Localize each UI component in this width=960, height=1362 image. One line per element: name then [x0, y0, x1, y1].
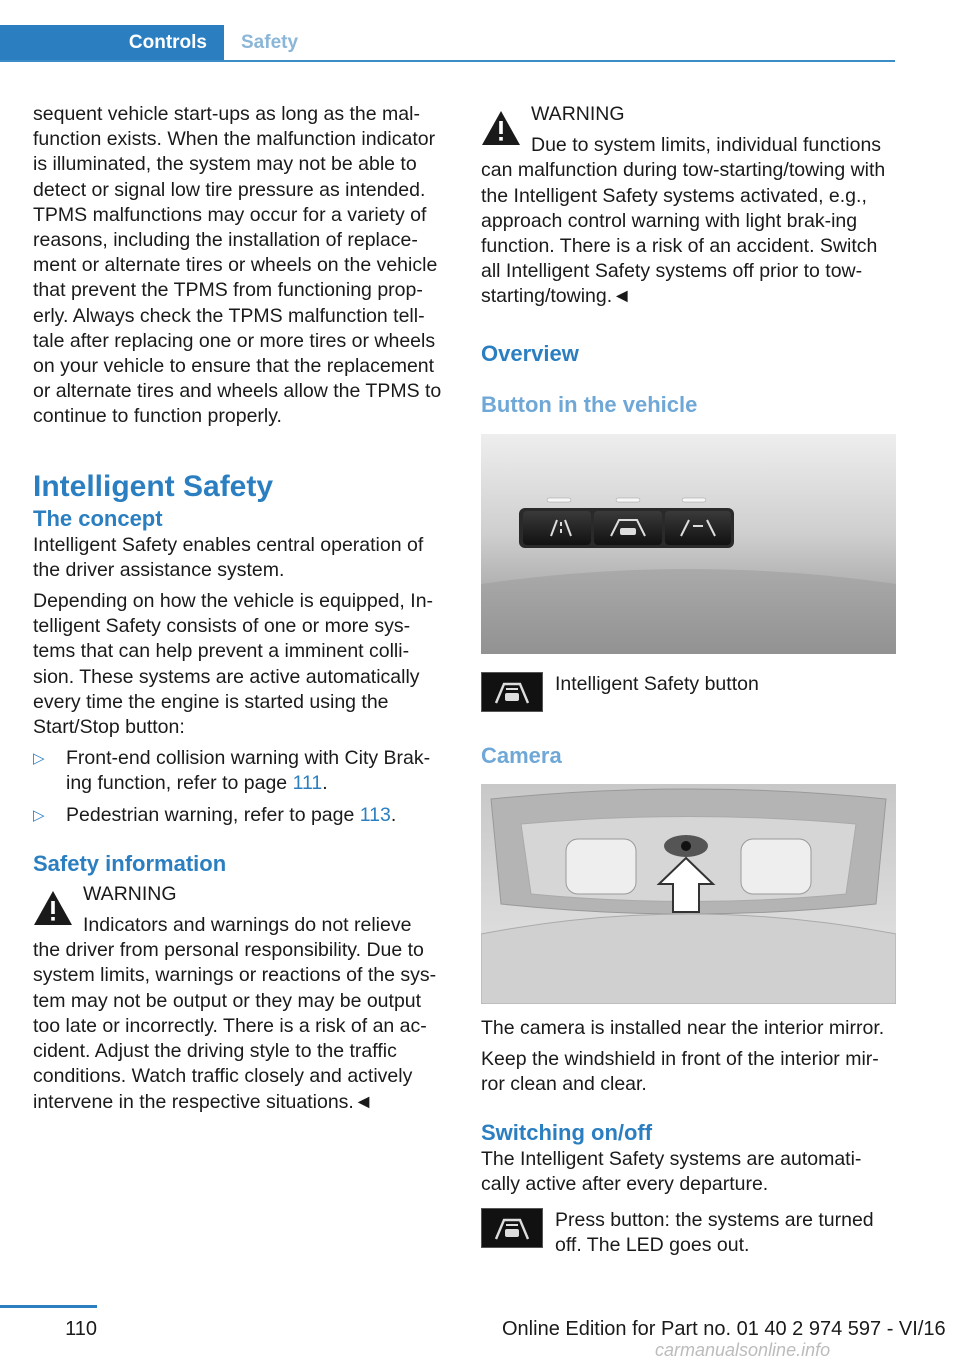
warning-body: can malfunction during tow-starting/towing with the Intelligent Safety systems activated, e.g., approach control warning with light brak-ing function. There is a risk of an accident. Switch all Intelligent Safety systems off prior to tow-starting/towing.◄ — [481, 159, 886, 308]
warning-block — [33, 882, 448, 1115]
camera-paragraph-1: The camera is installed near the interior mirror. — [481, 1016, 885, 1039]
concept-paragraph-1: Intelligent Safety enables central operation of the driver assistance system. — [33, 533, 424, 581]
page-number: 110 — [65, 1318, 97, 1340]
concept-paragraph-2: Depending on how the vehicle is equipped, In-telligent Safety consists of one or more sys-tems that can help prevent a imminent colli-sion. These systems are active automatically every time the engine is started using the Start/Stop button: — [33, 590, 434, 739]
list-item: ▷ Pedestrian warning, refer to page 113. — [33, 803, 448, 828]
warning-triangle-icon — [481, 110, 521, 146]
left-column — [33, 102, 448, 1115]
safety-information-heading: Safety information — [33, 850, 227, 876]
warning-body: the driver from personal responsibility. Due to system limits, warnings or reactions of the sys-tem may not be output or they may be output too late or incorrectly. There is a risk of an ac-cident. Adjust the driving style to the traffic conditions. Watch traffic closely and actively intervene in the respective situations.◄ — [33, 939, 437, 1113]
tab-controls[interactable]: Controls — [0, 25, 224, 61]
warning-block — [481, 102, 896, 310]
concept-heading: The concept — [33, 505, 163, 531]
triangle-bullet-icon: ▷ — [33, 806, 45, 824]
button-caption: Intelligent Safety button — [555, 672, 759, 695]
page-link[interactable]: 113 — [359, 803, 391, 826]
continuation-paragraph: sequent vehicle start-ups as long as the mal-function exists. When the malfunction indicator is illuminated, the system may not be able to detect or signal low tire pressure as intended. TPMS malfunctions may occur for a variety of reasons, including the installation of replace-ment or alternate tires or wheels on the vehicle that prevent the TPMS from functioning prop-erly. Always check the TPMS malfunction tell-tale after replacing one or more tires or wheels on your vehicle to ensure that the replacement or alternate tires and wheels allow the TPMS to continue to function properly. — [33, 103, 442, 428]
list-item: ▷ Front-end collision warning with City Brak-ing function, refer to page 111. — [33, 747, 431, 795]
warning-first-line: Indicators and warnings do not relieve — [83, 914, 412, 937]
warning-title: WARNING — [531, 103, 625, 125]
right-column — [481, 102, 896, 1258]
camera-heading: Camera — [481, 742, 562, 768]
button-legend — [481, 672, 896, 716]
edition-text: Online Edition for Part no. 01 40 2 974 597 - VI/16 — [502, 1318, 946, 1340]
system-list — [33, 746, 448, 828]
tab-safety[interactable]: Safety — [241, 32, 299, 53]
switching-paragraph: The Intelligent Safety systems are automati-cally active after every departure. — [481, 1148, 862, 1196]
header-tabs — [0, 25, 895, 62]
press-button-text: Press button: the systems are turned off. The LED goes out. — [555, 1208, 874, 1256]
overview-heading: Overview — [481, 340, 579, 366]
header-rule — [0, 60, 895, 62]
button-panel-image — [481, 434, 896, 654]
button-panel-illustration — [481, 434, 896, 654]
camera-paragraph-2: Keep the windshield in front of the interior mir-ror clean and clear. — [481, 1047, 879, 1096]
warning-title: WARNING — [83, 882, 177, 905]
switching-heading: Switching on/off — [481, 1120, 653, 1146]
page-link[interactable]: 111 — [292, 772, 323, 795]
section-title: Intelligent Safety — [33, 469, 274, 503]
warning-first-line: Due to system limits, individual functions — [531, 134, 882, 157]
camera-illustration — [481, 784, 896, 1004]
watermark: carmanualsonline.info — [655, 1340, 831, 1360]
camera-location-image — [481, 784, 896, 1004]
intelligent-safety-button-icon — [481, 1208, 543, 1248]
triangle-bullet-icon: ▷ — [33, 750, 45, 768]
button-heading: Button in the vehicle — [481, 391, 698, 417]
warning-triangle-icon — [33, 890, 73, 926]
footer-rule — [0, 1305, 97, 1308]
press-button-instruction — [481, 1208, 896, 1258]
intelligent-safety-button-icon — [481, 672, 543, 712]
